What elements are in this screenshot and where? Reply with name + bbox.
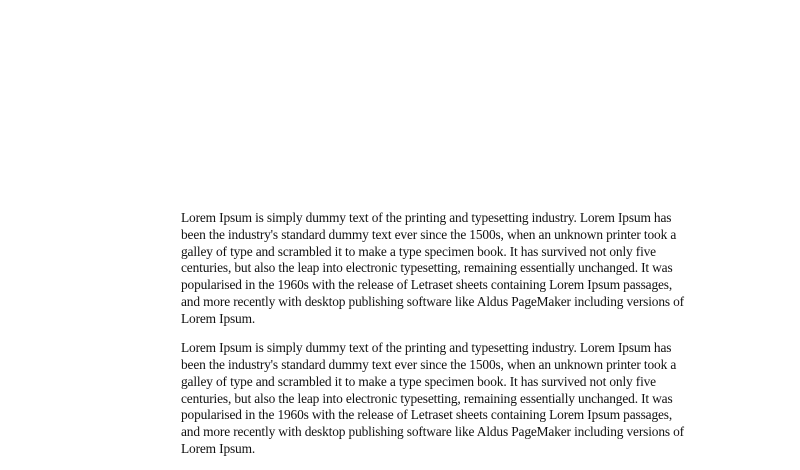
text-line: Lorem Ipsum.: [181, 310, 256, 326]
text-line: popularised in the 1960s with the release of Letraset sheets containing Lorem Ipsum passages,: [181, 277, 673, 293]
text-line: Lorem Ipsum is simply dummy text of the printing and typesetting industry. Lorem Ipsum has: [181, 210, 672, 225]
paragraph-2: [181, 340, 684, 458]
text-line: centuries, but also the leap into electronic typesetting, remaining essentially unchanged. It was: [181, 390, 673, 406]
text-line: Lorem Ipsum is simply dummy text of the printing and typesetting industry. Lorem Ipsum has: [181, 340, 672, 356]
text-line: galley of type and scrambled it to make a type specimen book. It has survived not only five: [181, 243, 656, 259]
text-line: Lorem Ipsum.: [181, 440, 256, 456]
text-line: and more recently with desktop publishing software like Aldus PageMaker including versions of: [181, 293, 684, 309]
text-line: and more recently with desktop publishing software like Aldus PageMaker including versions of: [181, 424, 684, 440]
document-content: [181, 210, 684, 470]
paragraph-1: [181, 210, 684, 328]
text-line: centuries, but also the leap into electronic typesetting, remaining essentially unchanged. It was: [181, 260, 673, 276]
text-line: been the industry's standard dummy text ever since the 1500s, when an unknown printer took a: [181, 226, 677, 242]
text-line: been the industry's standard dummy text ever since the 1500s, when an unknown printer took a: [181, 356, 677, 372]
text-line: popularised in the 1960s with the release of Letraset sheets containing Lorem Ipsum passages,: [181, 407, 673, 423]
text-line: galley of type and scrambled it to make a type specimen book. It has survived not only five: [181, 373, 656, 389]
